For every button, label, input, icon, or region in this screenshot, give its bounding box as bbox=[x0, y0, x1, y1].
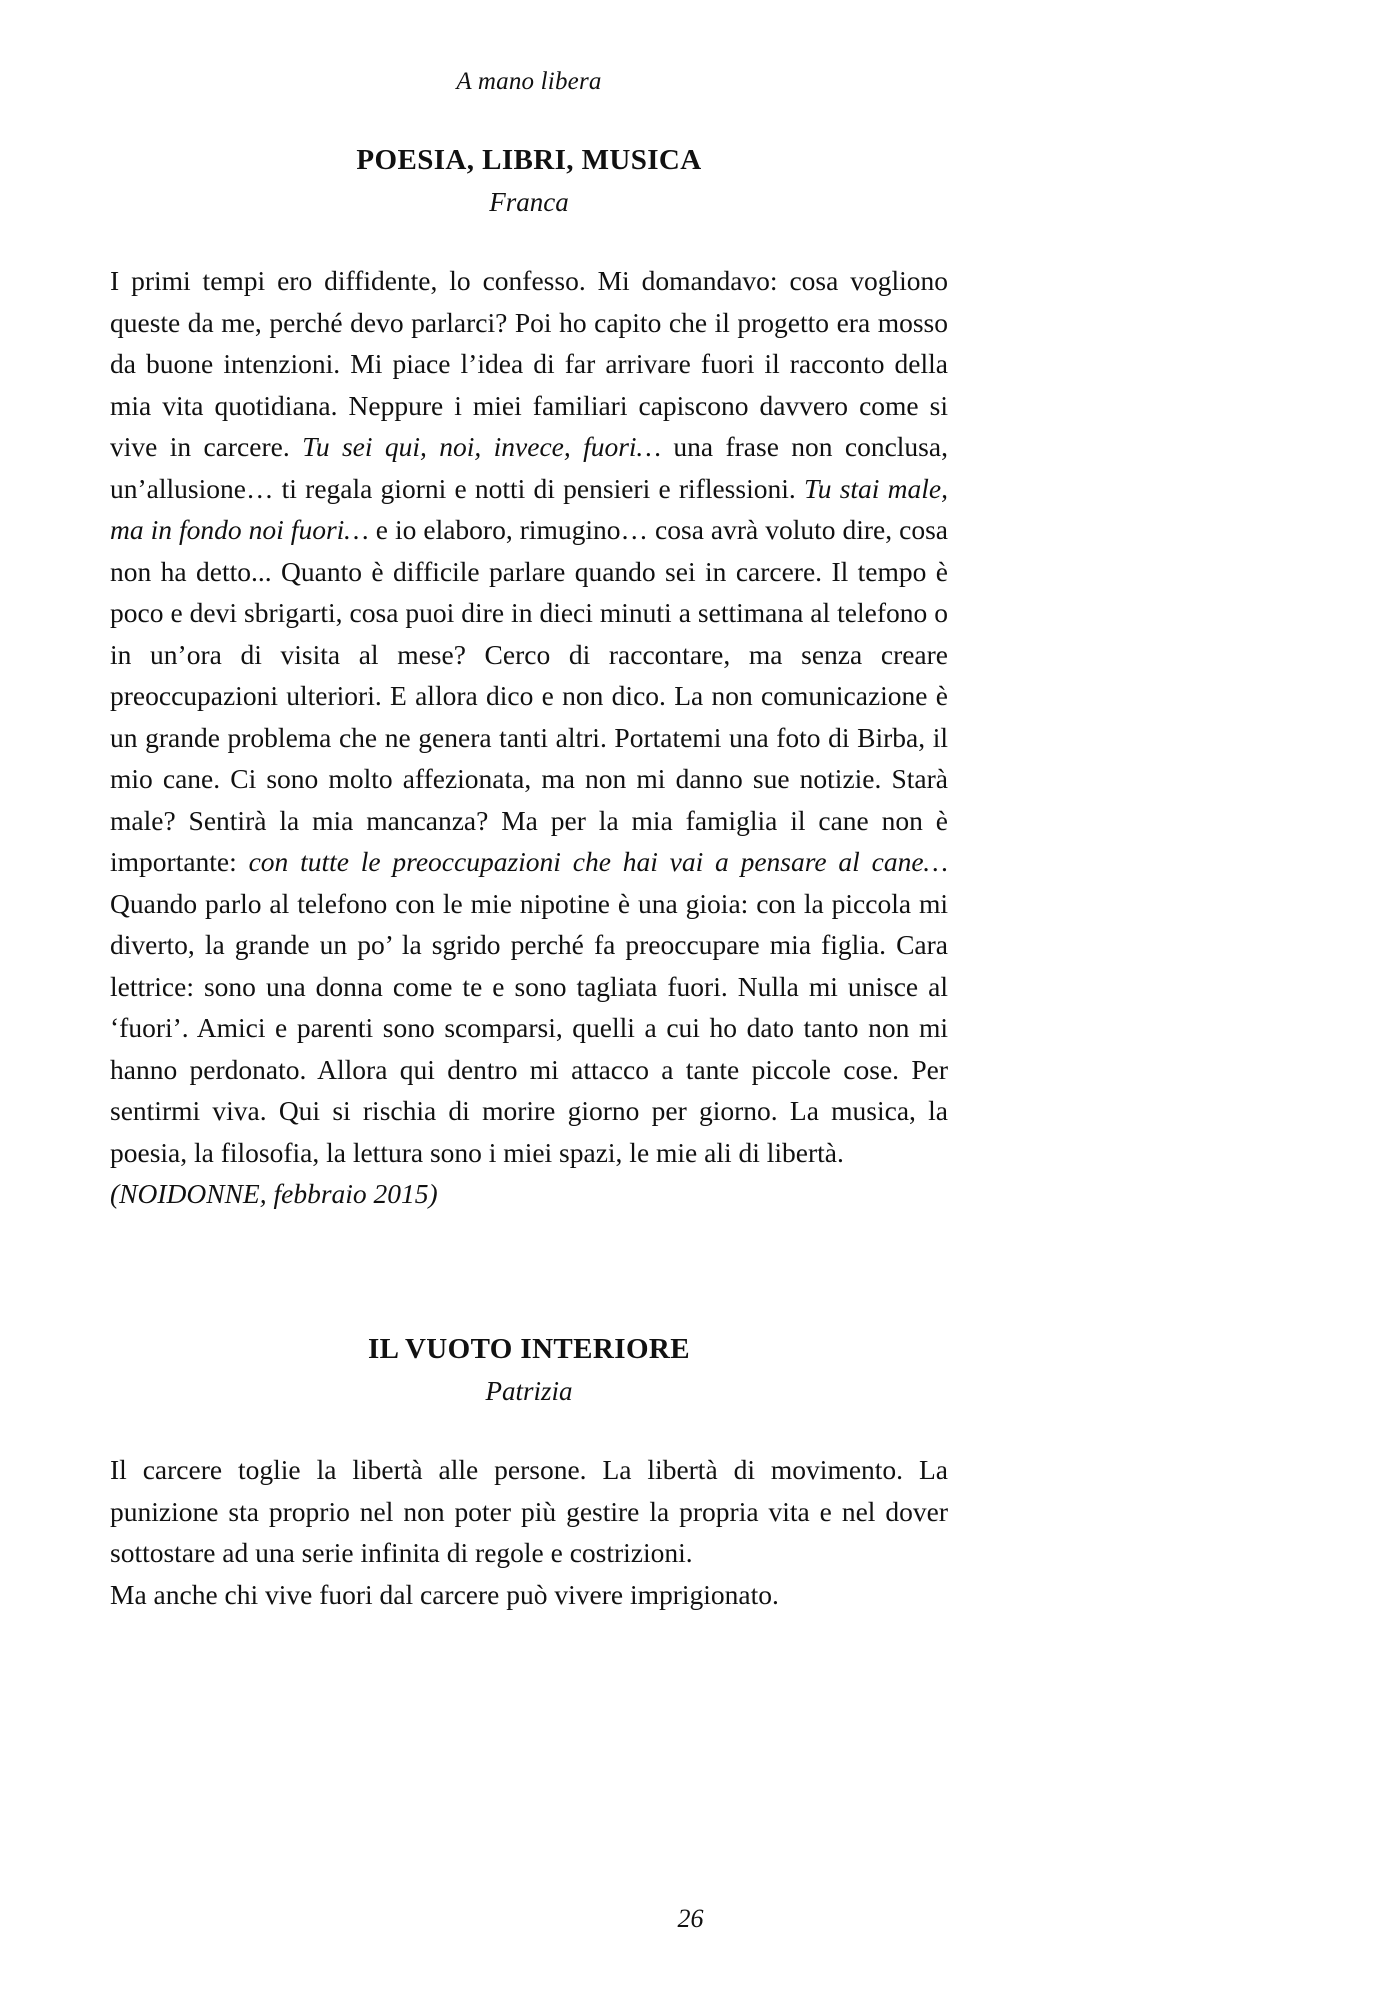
body-paragraph bbox=[110, 1574, 948, 1616]
body-text-italic: Tu stai male, ma in fondo noi fuori… bbox=[110, 472, 949, 546]
article-title: IL VUOTO INTERIORE bbox=[367, 1332, 690, 1365]
running-header: A mano libera bbox=[456, 68, 602, 95]
body-text-roman: Il carcere toglie la libertà alle persone. La libertà di movimento. La punizione sta proprio nel non poter più gestire la propria vita e nel dover sottostare ad una serie infinita di regole e costrizioni. bbox=[110, 1454, 948, 1569]
article-poesia-libri-musica bbox=[110, 144, 948, 1215]
article-body bbox=[110, 1449, 948, 1615]
article-title: POESIA, LIBRI, MUSICA bbox=[356, 143, 702, 176]
body-text-italic: Tu sei qui, noi, invece, fuori… bbox=[302, 431, 662, 463]
page-number: 26 bbox=[677, 1904, 704, 1933]
body-text-italic: con tutte le preoccupazioni che hai vai a pensare al cane… bbox=[248, 846, 948, 878]
body-text-roman: e io elaboro, rimugino… cosa avrà voluto dire, cosa non ha detto... Quanto è difficile parlare quando sei in carcere. Il tempo è poco e devi sbrigarti, cosa puoi dire in dieci minuti a settimana al telefono o in un’ora di visita al mese? Cerco di raccontare, ma senza creare preoccupazioni ulteriori. E allora dico e non dico. La non comunicazione è un grande problema che ne genera tanti altri. Portatemi una foto di Birba, il mio cane. Ci sono molto affezionata, ma non mi danno sue notizie. Starà male? Sentirà la mia mancanza? Ma per la mia famiglia il cane non è importante: bbox=[110, 514, 949, 878]
article-il-vuoto-interiore bbox=[110, 1333, 948, 1616]
body-text-roman: Quando parlo al telefono con le mie nipotine è una gioia: con la piccola mi diverto, la grande un po’ la sgrido perché fa preoccupare mia figlia. Cara lettrice: sono una donna come te e sono tagliata fuori. Nulla mi unisce al ‘fuori’. Amici e parenti sono scomparsi, quelli a cui ho dato tanto non mi hanno perdonato. Allora qui dentro mi attacco a tante piccole cose. Per sentirmi viva. Qui si rischia di morire giorno per giorno. La musica, la poesia, la filosofia, la lettura sono i miei spazi, le mie ali di libertà. bbox=[110, 887, 948, 1168]
page-content bbox=[110, 0, 948, 1615]
body-text-roman: Ma anche chi vive fuori dal carcere può vivere imprigionato. bbox=[110, 1578, 779, 1610]
article-byline: Patrizia bbox=[485, 1376, 573, 1407]
article-body bbox=[110, 260, 948, 1215]
article-source: (NOIDONNE, febbraio 2015) bbox=[110, 1178, 438, 1210]
body-paragraph bbox=[110, 1449, 948, 1574]
body-paragraph bbox=[110, 260, 948, 1173]
article-byline: Franca bbox=[489, 186, 569, 217]
body-text-roman: I primi tempi ero diffidente, lo confesso. Mi domandavo: cosa vogliono queste da me, perché devo parlarci? Poi ho capito che il progetto era mosso da buone intenzioni. Mi piace l’idea di far arrivare fuori il racconto della mia vita quotidiana. Neppure i miei familiari capiscono davvero come si vive in carcere. bbox=[110, 265, 948, 463]
body-text-roman: una frase non conclusa, un’allusione… ti regala giorni e notti di pensieri e riflessioni. bbox=[110, 431, 948, 504]
